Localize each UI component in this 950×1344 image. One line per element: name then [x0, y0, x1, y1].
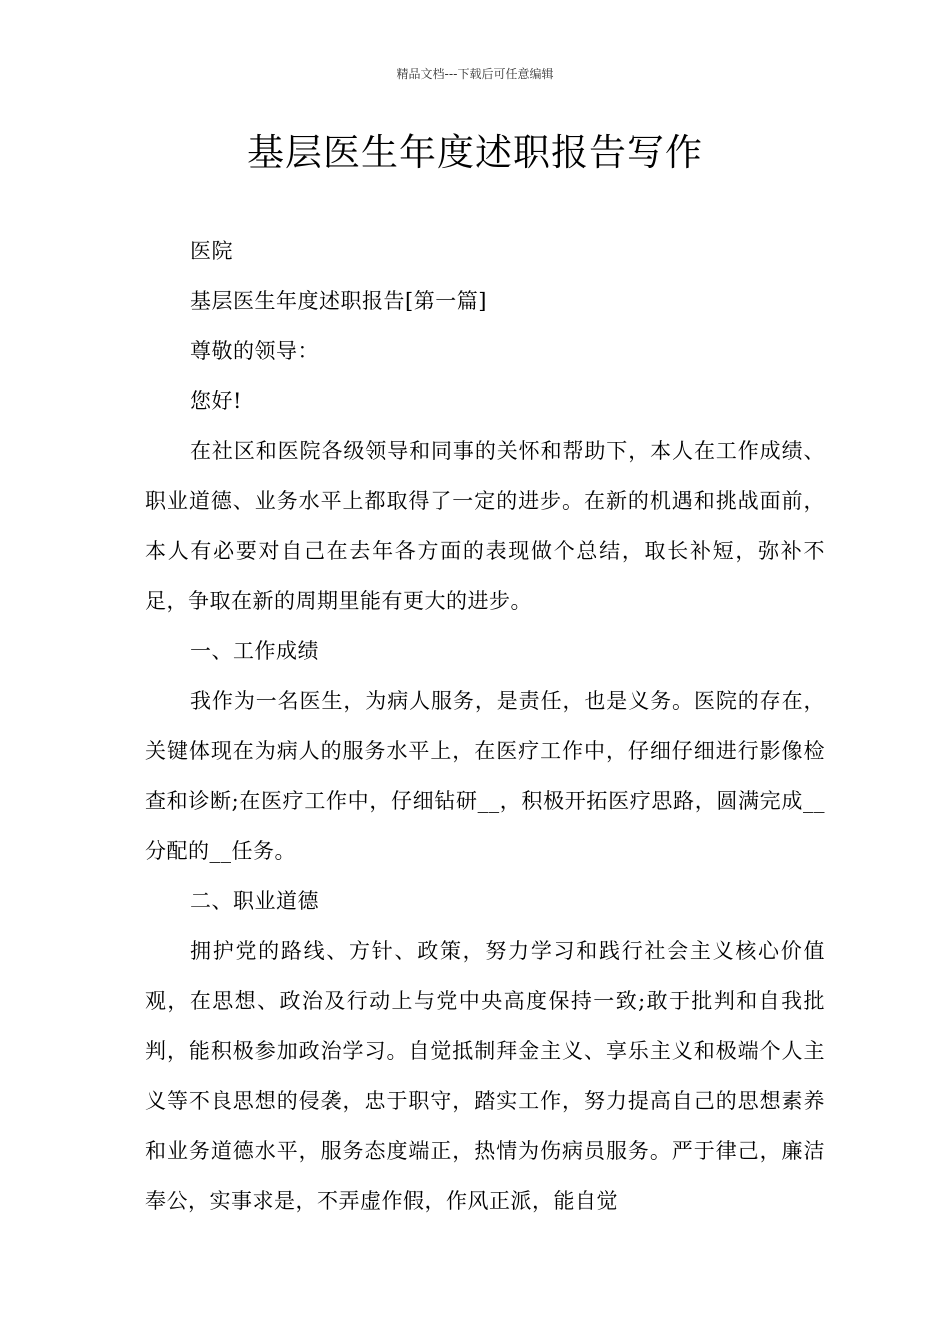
section-heading-work-results: 一、工作成绩	[190, 639, 319, 663]
document-title: 基层医生年度述职报告写作	[247, 131, 703, 174]
paragraph-greeting: 您好!	[190, 389, 242, 413]
header-note: 精品文档---下载后可任意编辑	[396, 67, 554, 81]
paragraph-salutation: 尊敬的领导：	[190, 339, 319, 363]
paragraph-work-results: 我作为一名医生，为病人服务，是责任，也是义务。医院的存在，关键体现在为病人的服务水平上，在医疗工作中，仔细仔细进行影像检查和诊断;在医疗工作中，仔细钻研__，积极开拓医疗思路，圆满完成__分配的__任务。	[145, 689, 825, 863]
document-body	[145, 226, 825, 1226]
paragraph-hospital: 医院	[190, 239, 233, 263]
section-heading-professional-ethics: 二、职业道德	[190, 889, 319, 913]
paragraph-intro: 在社区和医院各级领导和同事的关怀和帮助下，本人在工作成绩、职业道德、业务水平上都取得了一定的进步。在新的机遇和挑战面前，本人有必要对自己在去年各方面的表现做个总结，取长补短，弥补不足，争取在新的周期里能有更大的进步。	[145, 439, 825, 613]
paragraph-report-heading: 基层医生年度述职报告[第一篇]	[190, 289, 487, 313]
paragraph-professional-ethics: 拥护党的路线、方针、政策，努力学习和践行社会主义核心价值观，在思想、政治及行动上与党中央高度保持一致;敢于批判和自我批判，能积极参加政治学习。自觉抵制拜金主义、享乐主义和极端个人主义等不良思想的侵袭，忠于职守，踏实工作，努力提高自己的思想素养和业务道德水平，服务态度端正，热情为伤病员服务。严于律己，廉洁奉公，实事求是，不弄虚作假，作风正派，能自觉	[145, 939, 825, 1213]
